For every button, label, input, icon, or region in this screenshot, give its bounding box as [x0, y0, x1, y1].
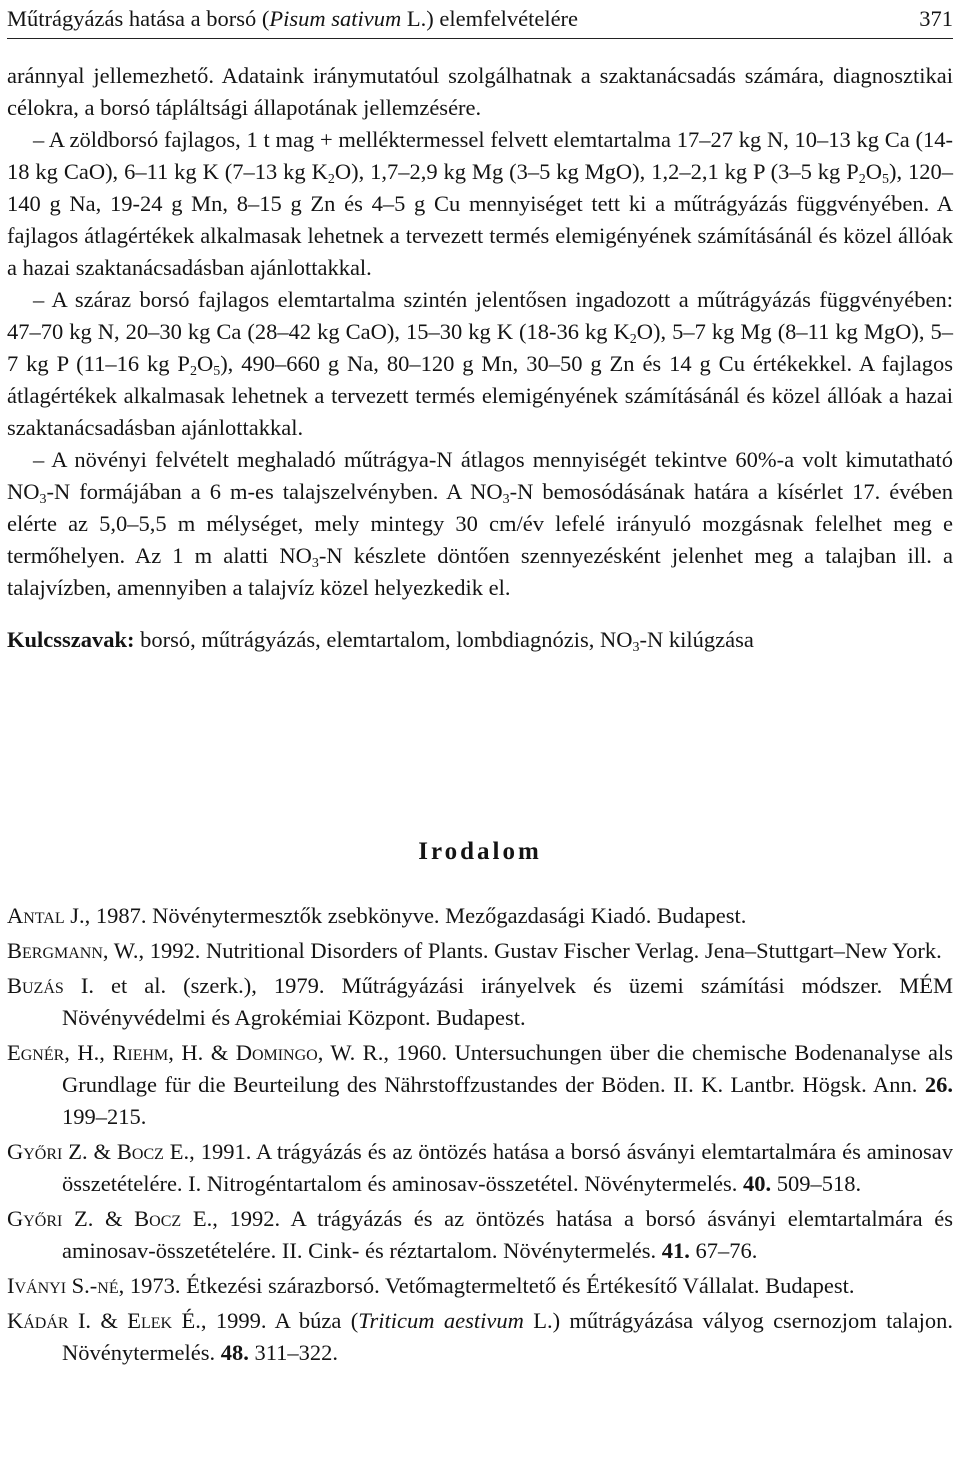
summary-text	[7, 60, 953, 656]
reference-item: Buzás I. et al. (szerk.), 1979. Műtrágyázási irányelvek és üzemi számítási módszer. MÉM Növényvédelmi és Agrokémiai Központ. Budapest.	[7, 973, 954, 1030]
reference-item: Egnér, H., Riehm, H. & Domingo, W. R., 1960. Untersuchungen über die chemische Bodenanalyse als Grundlage für die Beurteilung des Nährstoffzustandes der Böden. II. K. Lantbr. Högsk. Ann. 26. 199–215.	[7, 1040, 953, 1129]
reference-volume: 40.	[743, 1171, 772, 1196]
reference-item: Bergmann, W., 1992. Nutritional Disorders of Plants. Gustav Fischer Verlag. Jena–Stuttgart–New York.	[7, 938, 942, 963]
reference-volume: 41.	[661, 1238, 690, 1263]
species-name: Triticum aestivum	[358, 1308, 524, 1333]
paragraph-dry-pea: – A száraz borsó fajlagos elemtartalma szintén jelentősen ingadozott a műtrágyázás függvényében: 47–70 kg N, 20–30 kg Ca (28–42 kg CaO), 15–30 kg K (18-36 kg $K_2O$), 5–7 kg Mg (8–11 kg MgO), 5–7 kg P (11–16 kg $P_2O_5$), 490–660 g Na, 80–120 g Mn, 30–50 g Zn és 14 g Cu értékekkel. A fajlagos átlagértékek alkalmasak lehetnek a tervezett termés elemigényének számításánál és közel állóak a hazai szaktanácsadásban ajánlottakkal.	[7, 287, 953, 440]
paragraph-green-pea: – A zöldborsó fajlagos, 1 t mag + melléktermessel felvett elemtartalma 17–27 kg N, 10–13 kg Ca (14-18 kg CaO), 6–11 kg K (7–13 kg $K_2O$), 1,7–2,9 kg Mg (3–5 kg MgO), 1,2–2,1 kg P (3–5 kg $P_2O_5$), 120–140 g Na, 19-24 g Mn, 8–15 g Zn és 4–5 g Cu mennyiséget tett ki a műtrágyázás függvényében. A fajlagos átlagértékek alkalmasak lehetnek a tervezett termés elemigényének számításánál és közel állóak a hazai szaktanácsadásban ajánlottakkal.	[7, 127, 953, 280]
paragraph-nitrate: – A növényi felvételt meghaladó műtrágya-N átlagos mennyiségét tekintve 60%-a volt kimutatható $NO_3-N$ formájában a 6 m-es talajszelvényben. A $NO_3-N$ bemosódásának határa a kísérlet 17. évében elérte az 5,0–5,5 m mélységet, mely mintegy 30 cm/év lefelé irányuló mozgásnak felelhet meg e termőhelyen. Az 1 m alatti $NO_3-N$ készlete döntően szennyezésként jelenhet meg a talajban ill. a talajvízben, amennyiben a talajvíz közel helyezkedik el.	[7, 447, 954, 600]
page-number: 371	[919, 6, 953, 31]
running-title: Műtrágyázás hatása a borsó (Pisum sativum L.) elemfelvételére	[7, 6, 579, 31]
reference-author: Bergmann, W.	[7, 938, 139, 963]
reference-item: Győri Z. & Bocz E., 1992. A trágyázás és az öntözés hatása a borsó ásványi elemtartalmára és aminosav-összetételére. II. Cink- és réztartalom. Növénytermelés. 41. 67–76.	[7, 1206, 953, 1263]
keywords: Kulcsszavak: borsó, műtrágyázás, elemtartalom, lombdiagnózis, $NO_3-N$ kilúgzása	[7, 627, 754, 655]
reference-author: Győri Z. & Bocz E.	[7, 1139, 190, 1164]
reference-author: Antal J.	[7, 903, 85, 928]
reference-item: Győri Z. & Bocz E., 1991. A trágyázás és az öntözés hatása a borsó ásványi elemtartalmára és aminosav összetételére. I. Nitrogéntartalom és aminosav-összetétel. Növénytermelés. 40. 509–518.	[7, 1139, 953, 1196]
reference-item: Kádár I. & Elek É., 1999. A búza (Triticum aestivum L.) műtrágyázása vályog csernozjom talajon. Növénytermelés. 48. 311–322.	[7, 1308, 953, 1365]
reference-author: Buzás I.	[7, 973, 94, 998]
reference-author: Győri Z. & Bocz E.	[7, 1206, 213, 1231]
reference-author: Iványi S.-né	[7, 1273, 119, 1298]
reference-volume: 26.	[924, 1072, 953, 1097]
running-header	[7, 4, 953, 34]
reference-list	[7, 900, 953, 1372]
reference-volume: 48.	[220, 1340, 249, 1365]
header-rule	[7, 38, 953, 39]
keywords-label: Kulcsszavak:	[7, 627, 135, 652]
species-name: Pisum sativum	[269, 6, 402, 31]
reference-item: Iványi S.-né, 1973. Étkezési szárazborsó. Vetőmagtermeltető és Értékesítő Vállalat. Budapest.	[7, 1273, 855, 1298]
reference-item: Antal J., 1987. Növénytermesztők zsebkönyve. Mezőgazdasági Kiadó. Budapest.	[7, 903, 747, 928]
reference-author: Egnér, H., Riehm, H. & Domingo, W. R.	[7, 1040, 384, 1065]
reference-author: Kádár I. & Elek É.	[7, 1308, 201, 1333]
section-title: Irodalom	[418, 838, 542, 865]
paragraph-continuation: aránnyal jellemezhető. Adataink iránymutatóul szolgálhatnak a szaktanácsadás számára, diagnosztikai célokra, a borsó tápláltsági állapotának jellemzésére.	[7, 63, 953, 120]
